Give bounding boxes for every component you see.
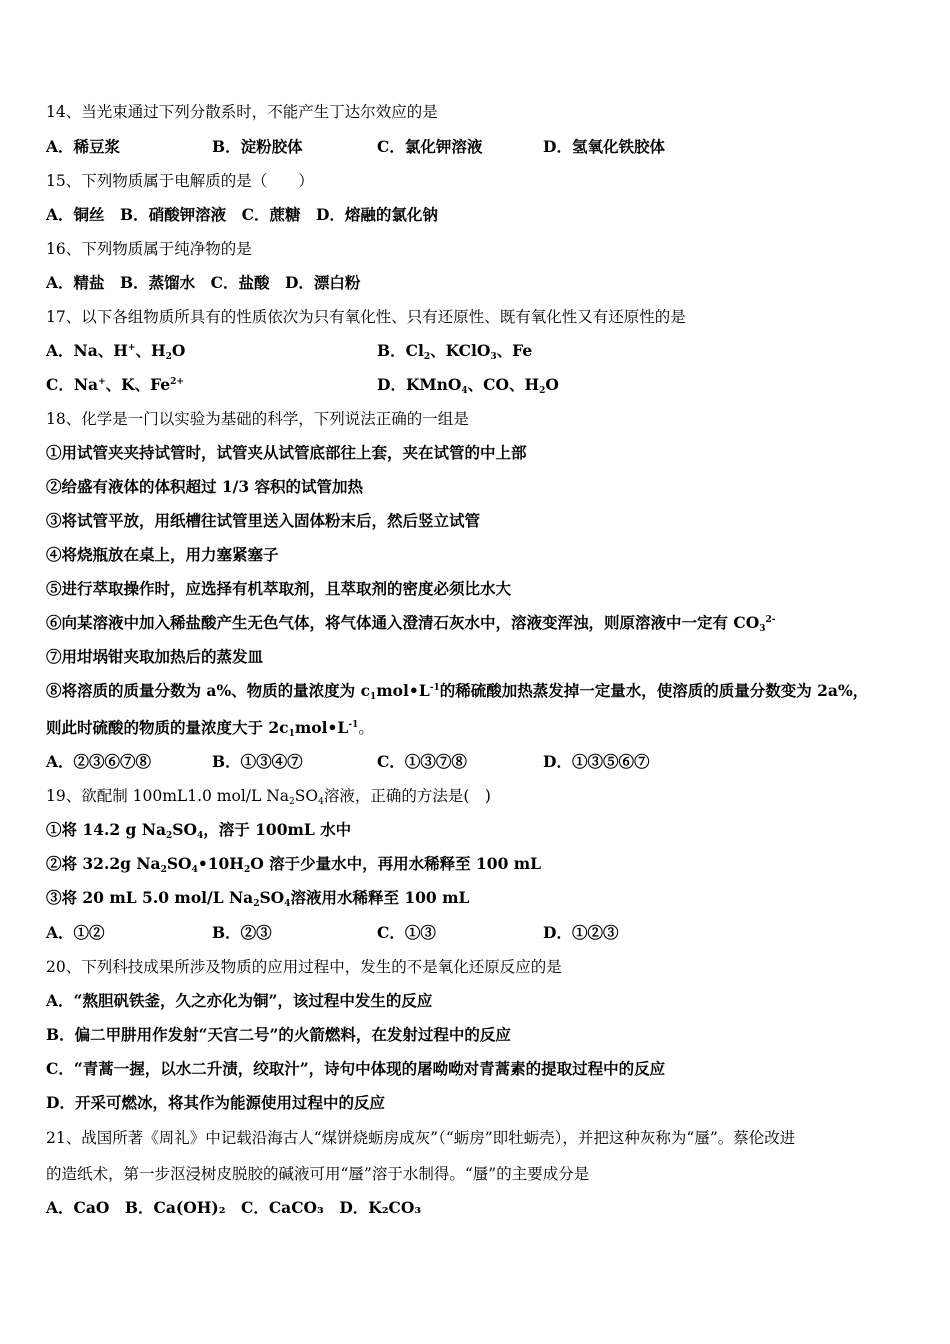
q21-stem-line-2: 的造纸术，第一步沤浸树皮脱胶的碱液可用“蜃”溶于水制得。“蜃”的主要成分是 — [46, 1165, 590, 1183]
q17-option-a: A．Na、H+、$H_2O$ — [46, 341, 186, 362]
q16-options: A．精盐 B．蒸馏水 C．盐酸 D．漂白粉 — [46, 273, 361, 292]
q18-option-b: B．①③④⑦ — [212, 752, 303, 771]
q15-stem: 15、下列物质属于电解质的是（ ） — [46, 172, 314, 190]
q19-option-c: C．①③ — [377, 923, 436, 942]
q20-option-a: A．“熬胆矾铁釜，久之亦化为铜”，该过程中发生的反应 — [46, 991, 433, 1010]
q19-method-2: ②将 32.2g $Na_2SO_4•10H_2O$ 溶于少量水中，再用水稀释至 100 mL — [46, 854, 542, 875]
q18-statement-1: ①用试管夹夹持试管时，试管夹从试管底部往上套，夹在试管的中上部 — [46, 443, 527, 462]
q20-option-d: D．开采可燃冰，将其作为能源使用过程中的反应 — [46, 1093, 385, 1112]
q17-option-d: D．KMnO$_4$、CO、$H_2O$ — [377, 375, 559, 396]
q19-method-3: ③将 20 mL 5.0 mol/L $Na_2SO_4$溶液用水稀释至 100 mL — [46, 888, 470, 909]
q18-statement-2: ②给盛有液体的体积超过 1/3 容积的试管加热 — [46, 477, 364, 496]
q18-option-a: A．②③⑥⑦⑧ — [46, 752, 152, 771]
q18-statement-5: ⑤进行萃取操作时，应选择有机萃取剂，且萃取剂的密度必须比水大 — [46, 579, 512, 598]
q18-statement-8: ⑧将溶质的质量分数为 a%、物质的量浓度为 $c_1mol•L^{-1}$的稀硫酸加热蒸发掉一定量水，使溶质的质量分数变为 2a%， — [46, 681, 869, 702]
q14-option-c: C．氯化钾溶液 — [377, 137, 483, 156]
q14-option-b: B．淀粉胶体 — [212, 137, 303, 156]
q19-option-d: D．①②③ — [543, 923, 619, 942]
q18-stem: 18、化学是一门以实验为基础的科学，下列说法正确的一组是 — [46, 410, 469, 428]
q20-stem: 20、下列科技成果所涉及物质的应用过程中，发生的不是氧化还原反应的是 — [46, 958, 562, 976]
q18-option-d: D．①③⑤⑥⑦ — [543, 752, 650, 771]
q18-statement-8-cont: 则此时硫酸的物质的量浓度大于 $2c_1mol•L^{-1}$。 — [46, 718, 374, 739]
q14-option-a: A．稀豆浆 — [46, 137, 121, 156]
q14-option-d: D．氢氧化铁胶体 — [543, 137, 665, 156]
q18-statement-4: ④将烧瓶放在桌上，用力塞紧塞子 — [46, 545, 279, 564]
q15-options: A．铜丝 B．硝酸钾溶液 C．蔗糖 D．熔融的氯化钠 — [46, 205, 438, 224]
q20-option-b: B．偏二甲肼用作发射“天宫二号”的火箭燃料，在发射过程中的反应 — [46, 1025, 511, 1044]
q21-options: A．CaO B．Ca(OH)₂ C．CaCO₃ D．K₂CO₃ — [46, 1198, 422, 1217]
q18-option-c: C．①③⑦⑧ — [377, 752, 467, 771]
q19-option-b: B．②③ — [212, 923, 272, 942]
q18-statement-3: ③将试管平放，用纸槽往试管里送入固体粉末后，然后竖立试管 — [46, 511, 481, 530]
q21-stem-line-1: 21、战国所著《周礼》中记载沿海古人“煤饼烧蛎房成灰”（“蛎房”即牡蛎壳），并把这种灰称为“蜃”。蔡伦改进 — [46, 1129, 796, 1147]
q20-option-c: C．“青蒿一握，以水二升渍，绞取汁”，诗句中体现的屠呦呦对青蒿素的提取过程中的反应 — [46, 1059, 666, 1078]
q17-option-b: B．$Cl_2$、KClO$_3$、Fe — [377, 341, 533, 362]
q19-option-a: A．①② — [46, 923, 105, 942]
q18-statement-7: ⑦用坩埚钳夹取加热后的蒸发皿 — [46, 647, 264, 666]
q14-stem: 14、当光束通过下列分散系时，不能产生丁达尔效应的是 — [46, 103, 438, 121]
q17-stem: 17、以下各组物质所具有的性质依次为只有氧化性、只有还原性、既有氧化性又有还原性的是 — [46, 308, 686, 326]
q17-option-c: C．Na+、K、$Fe^{2+}$ — [46, 375, 184, 394]
q16-stem: 16、下列物质属于纯净物的是 — [46, 240, 252, 258]
q18-statement-6: ⑥向某溶液中加入稀盐酸产生无色气体，将气体通入澄清石灰水中，溶液变浑浊，则原溶液中一定有 $CO_3^{2-}$ — [46, 613, 776, 634]
q19-method-1: ①将 14.2 g $Na_2SO_4$，溶于 100mL 水中 — [46, 820, 352, 841]
q19-stem: 19、欲配制 100mL1.0 mol/L $Na_2SO_4$溶液，正确的方法是( ) — [46, 787, 491, 807]
